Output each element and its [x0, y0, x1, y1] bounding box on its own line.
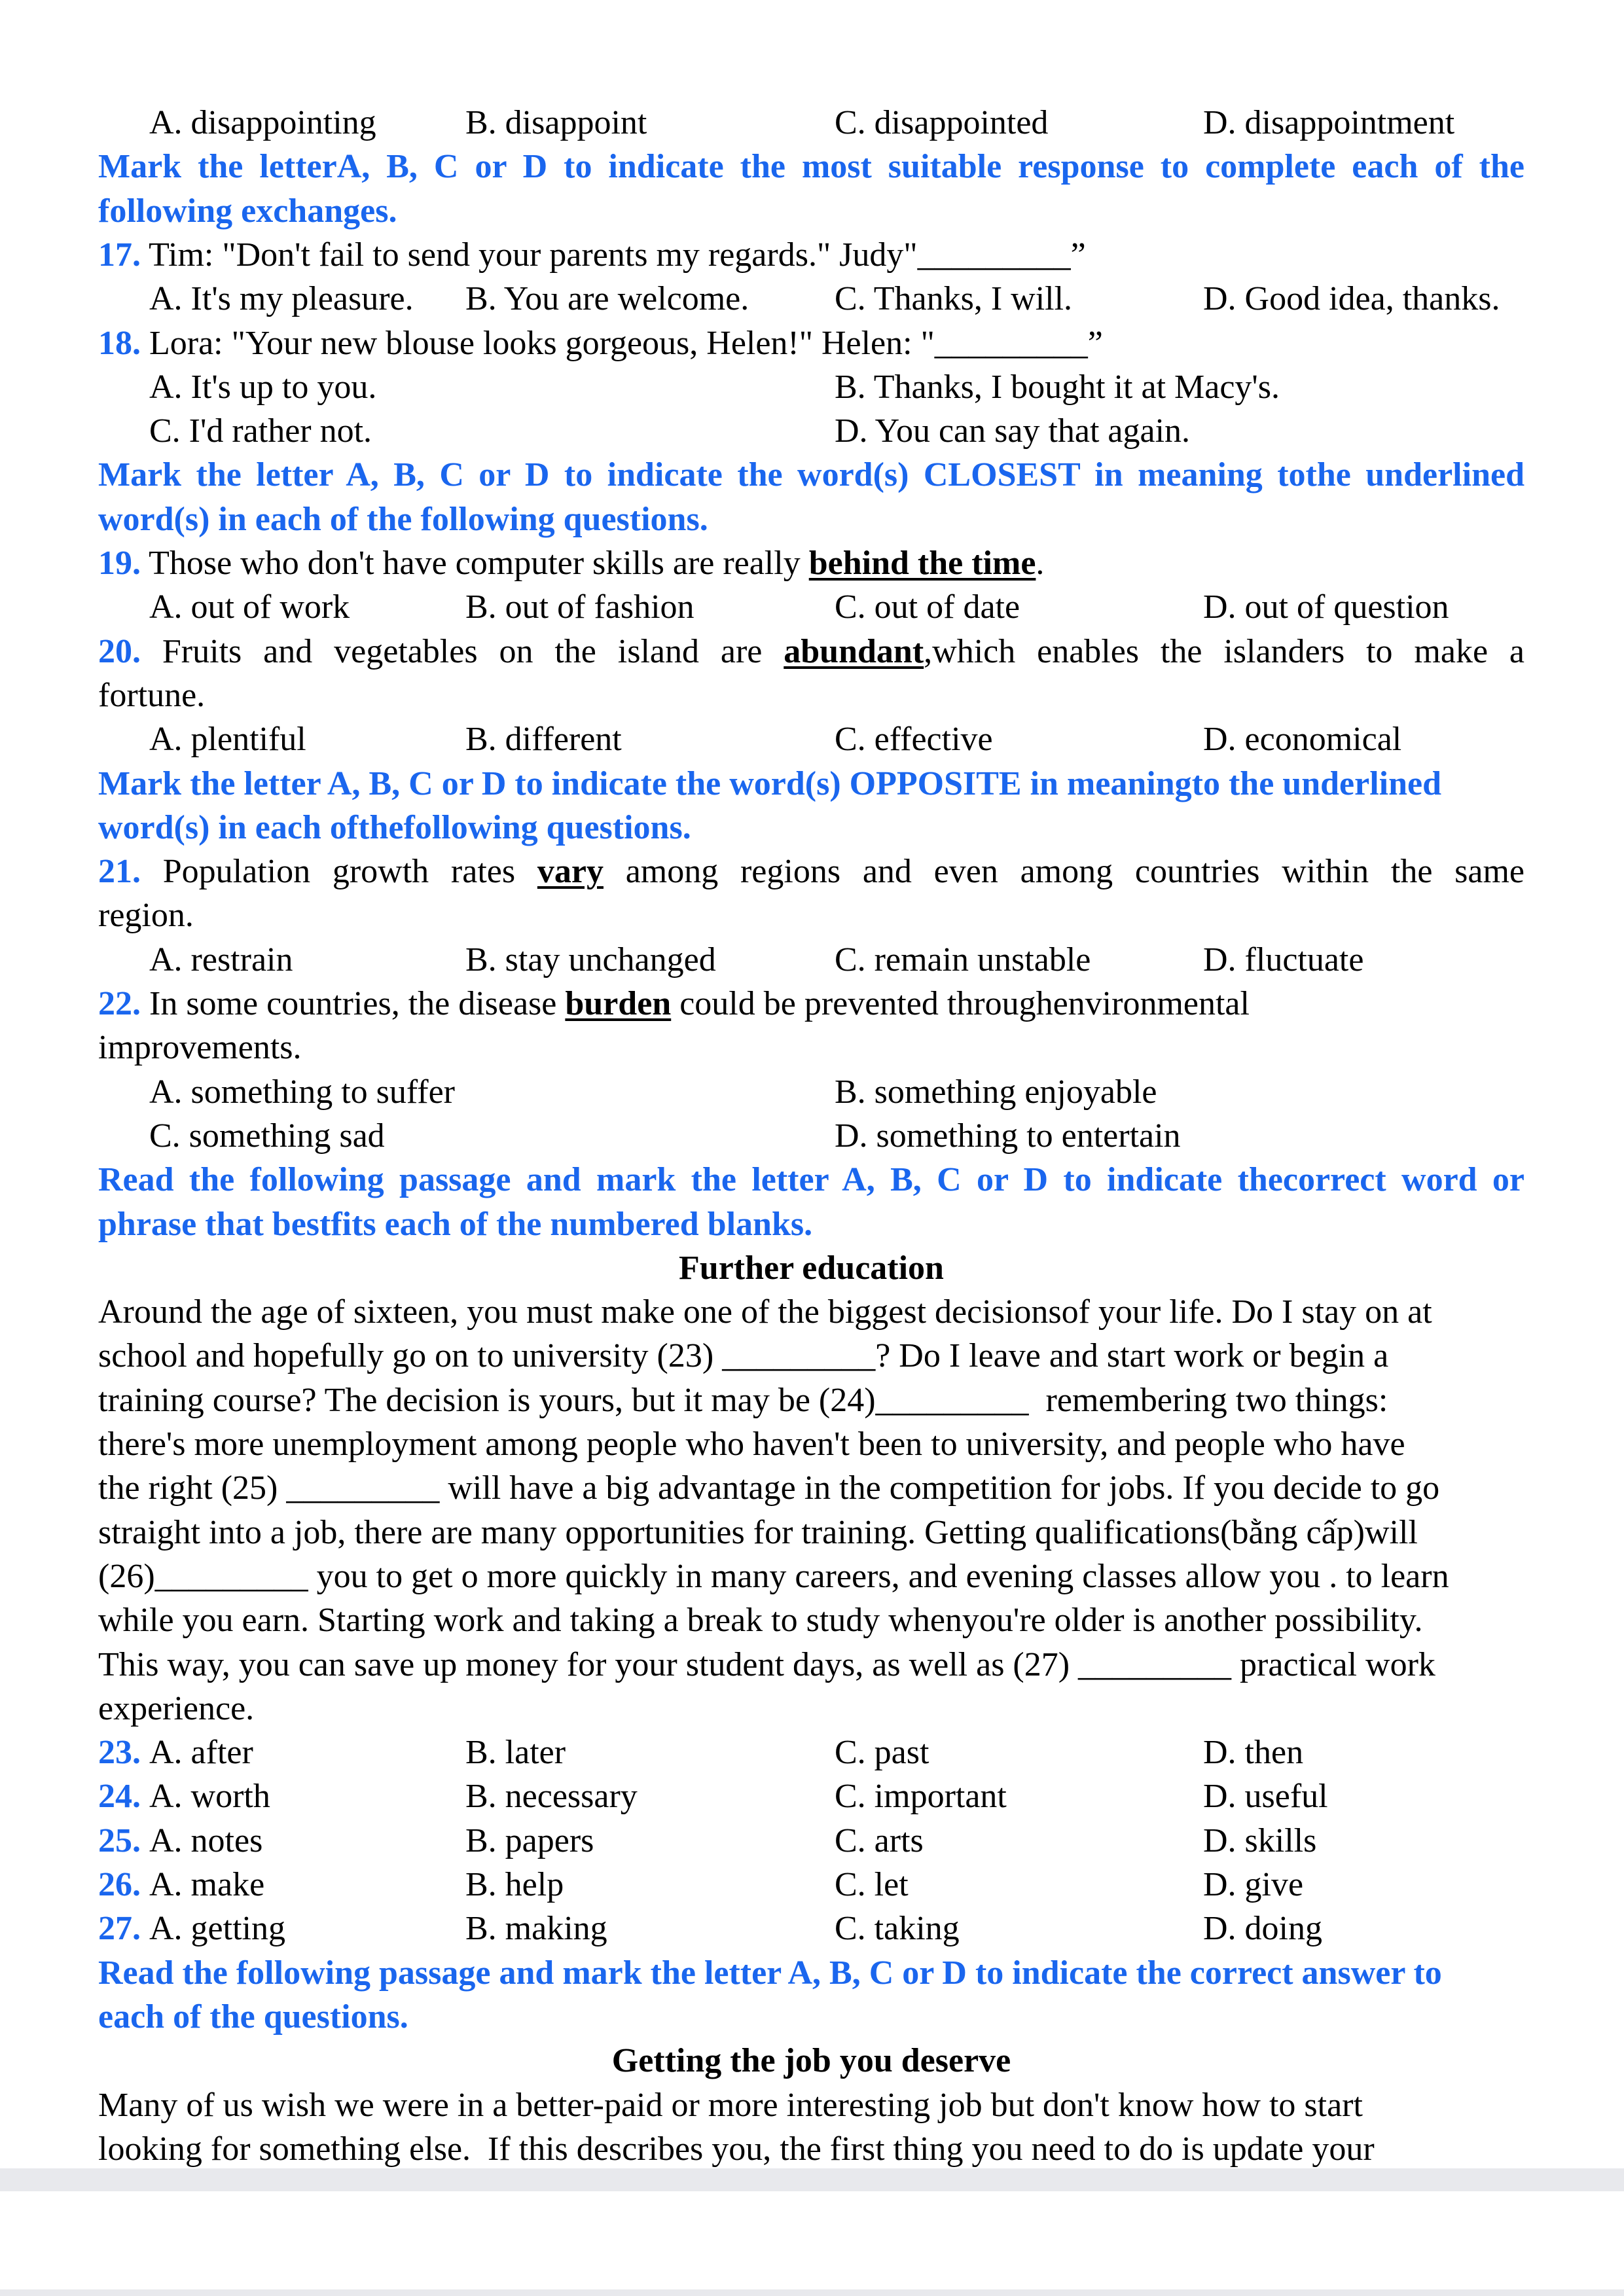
- paragraph-line: experience.: [98, 1689, 255, 1727]
- question-text: Those who don't have computer skills are really: [149, 545, 809, 582]
- paragraph-line: region.: [98, 897, 194, 935]
- question-text: Fruits and vegetables on the island are: [162, 632, 784, 670]
- answer-option: B. papers: [465, 1821, 594, 1859]
- answer-option: C. taking: [835, 1910, 960, 1948]
- paragraph-line: there's more unemployment among people who haven't been to university, and people who have: [98, 1426, 1405, 1463]
- answer-row: [98, 1863, 1525, 1907]
- answer-option: C. remain unstable: [835, 941, 1091, 978]
- answer-row: [98, 1907, 1525, 1950]
- answer-option: D. Good idea, thanks.: [1203, 280, 1500, 318]
- answer-option: B. making: [465, 1910, 607, 1948]
- question: [98, 233, 1525, 277]
- paragraph-line: Many of us wish we were in a better-paid or more interesting job but don't know how to start: [98, 2086, 1363, 2124]
- next-page-area: [0, 2191, 1624, 2289]
- question-number: 21.: [98, 853, 141, 891]
- paragraph-line: the right (25) _________ will have a big advantage in the competition for jobs. If you decide to go: [98, 1469, 1440, 1507]
- answer-option: B. something enjoyable: [835, 1073, 1157, 1111]
- options-row: [98, 1114, 1525, 1158]
- passage-title: Further education: [679, 1249, 944, 1287]
- answer-option: C. Thanks, I will.: [835, 280, 1073, 318]
- answer-option: D. fluctuate: [1203, 941, 1364, 978]
- answer-option: C. past: [835, 1734, 929, 1772]
- question: [98, 321, 1525, 365]
- answer-option: A. It's my pleasure.: [149, 280, 414, 318]
- answer-option: A. something to suffer: [149, 1073, 455, 1111]
- instruction-text: Mark the letter A, B, C or D to indicate the word(s) CLOSEST in meaning tothe underlined: [98, 456, 1525, 494]
- question: [98, 541, 1525, 585]
- options-row: [98, 409, 1525, 453]
- answer-option: A. make: [149, 1866, 265, 1903]
- answer-option: D. disappointment: [1203, 104, 1455, 141]
- instruction-text: each of the questions.: [98, 1998, 408, 2036]
- options-row: [98, 1070, 1525, 1114]
- question: [98, 630, 1525, 673]
- answer-option: C. let: [835, 1866, 909, 1903]
- question-number: 26.: [98, 1866, 141, 1903]
- paragraph-line: while you earn. Starting work and taking a break to study whenyou're older is another possibility.: [98, 1602, 1423, 1640]
- question-number: 19.: [98, 545, 141, 582]
- answer-option: B. out of fashion: [465, 588, 695, 626]
- answer-option: B. different: [465, 721, 622, 759]
- answer-option: D. economical: [1203, 721, 1402, 759]
- answer-option: A. plentiful: [149, 721, 306, 759]
- answer-option: A. out of work: [149, 588, 350, 626]
- question-text: In some countries, the disease: [149, 985, 566, 1022]
- instruction-text: Mark the letter A, B, C or D to indicate the word(s) OPPOSITE in meaningto the underlined: [98, 764, 1442, 802]
- answer-option: B. You are welcome.: [465, 280, 749, 318]
- underlined-word: vary: [537, 853, 604, 891]
- question-number: 23.: [98, 1734, 141, 1772]
- answer-option: C. disappointed: [835, 104, 1049, 141]
- paragraph-line: This way, you can save up money for your student days, as well as (27) _________ practical work: [98, 1645, 1435, 1683]
- options-row: [98, 585, 1525, 629]
- instruction-text: Read the following passage and mark the letter A, B, C or D to indicate thecorrect word or: [98, 1161, 1525, 1199]
- answer-option: B. help: [465, 1866, 564, 1903]
- answer-option: C. out of date: [835, 588, 1020, 626]
- paragraph-line: fortune.: [98, 676, 206, 714]
- answer-option: A. restrain: [149, 941, 293, 978]
- answer-option: C. effective: [835, 721, 993, 759]
- question-text: ,which enables the islanders to make a: [924, 632, 1525, 670]
- instruction-text: word(s) in each of the following questions.: [98, 500, 708, 538]
- question-number: 27.: [98, 1910, 141, 1948]
- paragraph-line: improvements.: [98, 1029, 302, 1067]
- answer-option: C. arts: [835, 1821, 924, 1859]
- answer-option: D. You can say that again.: [835, 412, 1191, 450]
- answer-option: D. give: [1203, 1866, 1304, 1903]
- answer-option: A. worth: [149, 1778, 270, 1816]
- question-text: among regions and even among countries within the same: [603, 853, 1525, 891]
- question-number: 20.: [98, 632, 141, 670]
- answer-row: [98, 1774, 1525, 1818]
- answer-option: D. useful: [1203, 1778, 1328, 1816]
- passage-title: Getting the job you deserve: [611, 2042, 1011, 2080]
- paragraph-line: straight into a job, there are many opportunities for training. Getting qualifications(bằng cấp)will: [98, 1513, 1418, 1551]
- answer-option: D. doing: [1203, 1910, 1322, 1948]
- instruction-text: Read the following passage and mark the letter A, B, C or D to indicate the correct answer to: [98, 1954, 1442, 1992]
- answer-option: C. I'd rather not.: [149, 412, 372, 450]
- instruction-text: Mark the letterA, B, C or D to indicate the most suitable response to complete each of the: [98, 148, 1525, 186]
- answer-option: C. important: [835, 1778, 1007, 1816]
- answer-option: A. after: [149, 1734, 253, 1772]
- answer-option: D. skills: [1203, 1821, 1317, 1859]
- options-row: [98, 938, 1525, 982]
- answer-option: D. then: [1203, 1734, 1304, 1772]
- instruction-text: phrase that bestfits each of the numbered blanks.: [98, 1205, 813, 1243]
- answer-option: D. something to entertain: [835, 1117, 1181, 1155]
- paragraph-line: looking for something else. If this describes you, the first thing you need to do is update your: [98, 2130, 1375, 2168]
- answer-option: D. out of question: [1203, 588, 1449, 626]
- paragraph-line: (26)_________ you to get o more quickly in many careers, and evening classes allow you . to learn: [98, 1557, 1449, 1595]
- instruction-text: following exchanges.: [98, 192, 397, 230]
- question-text: could be prevented throughenvironmental: [671, 985, 1250, 1022]
- question-number: 18.: [98, 324, 141, 362]
- paragraph-line: school and hopefully go on to university (23) _________? Do I leave and start work or begin a: [98, 1337, 1389, 1375]
- paragraph-line: Around the age of sixteen, you must make one of the biggest decisionsof your life. Do I stay on at: [98, 1293, 1432, 1331]
- answer-option: A. disappointing: [149, 104, 376, 141]
- question-text: Lora: "Your new blouse looks gorgeous, Helen!" Helen: "_________”: [149, 324, 1103, 362]
- options-row: [98, 365, 1525, 409]
- underlined-word: burden: [565, 985, 672, 1022]
- underlined-word: abundant: [784, 632, 924, 670]
- answer-option: C. something sad: [149, 1117, 385, 1155]
- options-row: [98, 277, 1525, 321]
- question-number: 24.: [98, 1778, 141, 1816]
- question-text: .: [1036, 545, 1045, 582]
- question: [98, 850, 1525, 893]
- question-number: 25.: [98, 1821, 141, 1859]
- instruction-text: word(s) in each ofthefollowing questions.: [98, 808, 691, 846]
- options-row: [98, 101, 1525, 145]
- answer-row: [98, 1819, 1525, 1863]
- paragraph-line: training course? The decision is yours, but it may be (24)_________ remembering two things:: [98, 1381, 1388, 1419]
- answer-option: B. Thanks, I bought it at Macy's.: [835, 368, 1280, 406]
- answer-option: A. It's up to you.: [149, 368, 377, 406]
- answer-option: B. later: [465, 1734, 566, 1772]
- question-number: 22.: [98, 985, 141, 1022]
- answer-option: B. necessary: [465, 1778, 638, 1816]
- underlined-word: behind the time: [808, 545, 1036, 582]
- answer-row: [98, 1731, 1525, 1774]
- question-number: 17.: [98, 236, 141, 274]
- question-text: Population growth rates: [162, 853, 537, 891]
- options-row: [98, 717, 1525, 761]
- answer-option: B. disappoint: [465, 104, 647, 141]
- answer-option: A. notes: [149, 1821, 263, 1859]
- answer-option: B. stay unchanged: [465, 941, 716, 978]
- question-text: Tim: "Don't fail to send your parents my regards." Judy"_________”: [149, 236, 1086, 274]
- answer-option: A. getting: [149, 1910, 285, 1948]
- question: [98, 982, 1525, 1026]
